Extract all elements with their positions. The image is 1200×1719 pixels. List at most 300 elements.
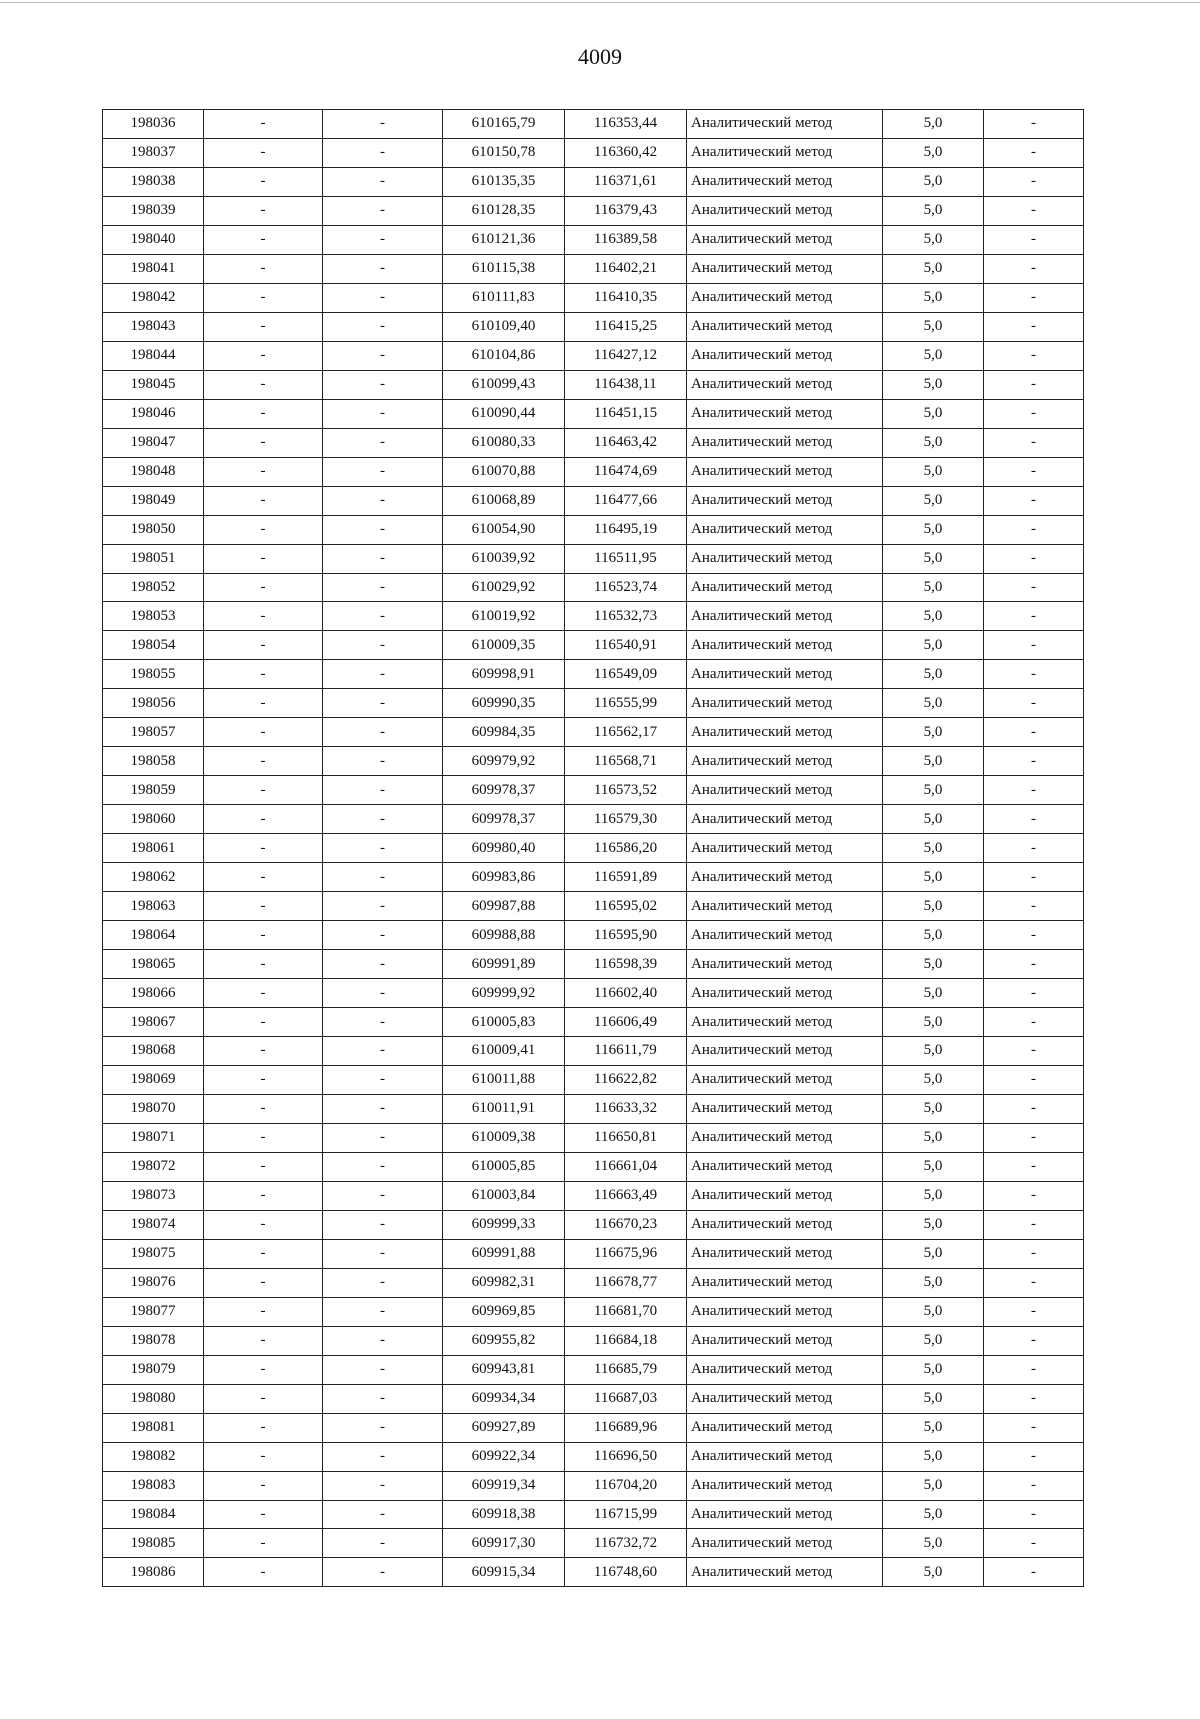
accuracy-cell: 5,0	[883, 370, 984, 399]
accuracy-cell: 5,0	[883, 1384, 984, 1413]
col3-cell: -	[323, 979, 443, 1008]
col2-cell: -	[204, 341, 323, 370]
col8-cell: -	[984, 979, 1084, 1008]
point-id-cell: 198082	[103, 1442, 204, 1471]
col8-cell: -	[984, 660, 1084, 689]
y-coordinate-cell: 116415,25	[565, 312, 687, 341]
point-id-cell: 198076	[103, 1268, 204, 1297]
col3-cell: -	[323, 254, 443, 283]
accuracy-cell: 5,0	[883, 515, 984, 544]
method-cell: Аналитический метод	[687, 1008, 883, 1037]
table-body	[103, 110, 1084, 1587]
x-coordinate-cell: 610150,78	[443, 138, 565, 167]
x-coordinate-cell: 609984,35	[443, 718, 565, 747]
y-coordinate-cell: 116389,58	[565, 225, 687, 254]
point-id-cell: 198053	[103, 602, 204, 631]
point-id-cell: 198046	[103, 399, 204, 428]
col8-cell: -	[984, 602, 1084, 631]
col2-cell: -	[204, 1181, 323, 1210]
col8-cell: -	[984, 486, 1084, 515]
y-coordinate-cell: 116661,04	[565, 1152, 687, 1181]
method-cell: Аналитический метод	[687, 950, 883, 979]
col2-cell: -	[204, 1413, 323, 1442]
col2-cell: -	[204, 573, 323, 602]
col3-cell: -	[323, 892, 443, 921]
col2-cell: -	[204, 1152, 323, 1181]
x-coordinate-cell: 610115,38	[443, 254, 565, 283]
table-row	[103, 341, 1084, 370]
accuracy-cell: 5,0	[883, 805, 984, 834]
col8-cell: -	[984, 1037, 1084, 1066]
x-coordinate-cell: 610090,44	[443, 399, 565, 428]
table-row	[103, 950, 1084, 979]
method-cell: Аналитический метод	[687, 631, 883, 660]
point-id-cell: 198064	[103, 921, 204, 950]
point-id-cell: 198085	[103, 1529, 204, 1558]
col3-cell: -	[323, 1558, 443, 1587]
x-coordinate-cell: 610005,85	[443, 1152, 565, 1181]
x-coordinate-cell: 609927,89	[443, 1413, 565, 1442]
y-coordinate-cell: 116650,81	[565, 1123, 687, 1152]
table-row	[103, 805, 1084, 834]
accuracy-cell: 5,0	[883, 1442, 984, 1471]
accuracy-cell: 5,0	[883, 544, 984, 573]
col2-cell: -	[204, 1008, 323, 1037]
page-top-edge	[0, 2, 1200, 3]
accuracy-cell: 5,0	[883, 1326, 984, 1355]
point-id-cell: 198059	[103, 776, 204, 805]
method-cell: Аналитический метод	[687, 1413, 883, 1442]
y-coordinate-cell: 116670,23	[565, 1210, 687, 1239]
y-coordinate-cell: 116353,44	[565, 110, 687, 139]
col2-cell: -	[204, 1384, 323, 1413]
x-coordinate-cell: 610109,40	[443, 312, 565, 341]
method-cell: Аналитический метод	[687, 1442, 883, 1471]
accuracy-cell: 5,0	[883, 1123, 984, 1152]
col2-cell: -	[204, 1558, 323, 1587]
col3-cell: -	[323, 1500, 443, 1529]
col2-cell: -	[204, 1442, 323, 1471]
col2-cell: -	[204, 718, 323, 747]
col3-cell: -	[323, 1442, 443, 1471]
table-row	[103, 1008, 1084, 1037]
col2-cell: -	[204, 834, 323, 863]
col2-cell: -	[204, 602, 323, 631]
point-id-cell: 198068	[103, 1037, 204, 1066]
point-id-cell: 198065	[103, 950, 204, 979]
table-row	[103, 1094, 1084, 1123]
point-id-cell: 198039	[103, 196, 204, 225]
col3-cell: -	[323, 1326, 443, 1355]
method-cell: Аналитический метод	[687, 312, 883, 341]
coordinates-table	[102, 109, 1084, 1587]
x-coordinate-cell: 609918,38	[443, 1500, 565, 1529]
col2-cell: -	[204, 1123, 323, 1152]
x-coordinate-cell: 610099,43	[443, 370, 565, 399]
point-id-cell: 198049	[103, 486, 204, 515]
col2-cell: -	[204, 515, 323, 544]
y-coordinate-cell: 116591,89	[565, 863, 687, 892]
col8-cell: -	[984, 1239, 1084, 1268]
col3-cell: -	[323, 1065, 443, 1094]
y-coordinate-cell: 116511,95	[565, 544, 687, 573]
x-coordinate-cell: 609988,88	[443, 921, 565, 950]
x-coordinate-cell: 610070,88	[443, 457, 565, 486]
col3-cell: -	[323, 370, 443, 399]
y-coordinate-cell: 116555,99	[565, 689, 687, 718]
col3-cell: -	[323, 457, 443, 486]
method-cell: Аналитический метод	[687, 1268, 883, 1297]
col8-cell: -	[984, 138, 1084, 167]
table-row	[103, 1529, 1084, 1558]
accuracy-cell: 5,0	[883, 1558, 984, 1587]
accuracy-cell: 5,0	[883, 138, 984, 167]
col8-cell: -	[984, 921, 1084, 950]
accuracy-cell: 5,0	[883, 1094, 984, 1123]
table-row	[103, 892, 1084, 921]
col3-cell: -	[323, 950, 443, 979]
y-coordinate-cell: 116675,96	[565, 1239, 687, 1268]
x-coordinate-cell: 610128,35	[443, 196, 565, 225]
col8-cell: -	[984, 544, 1084, 573]
col2-cell: -	[204, 225, 323, 254]
point-id-cell: 198084	[103, 1500, 204, 1529]
col8-cell: -	[984, 1413, 1084, 1442]
accuracy-cell: 5,0	[883, 399, 984, 428]
table-row	[103, 428, 1084, 457]
method-cell: Аналитический метод	[687, 1152, 883, 1181]
col2-cell: -	[204, 660, 323, 689]
accuracy-cell: 5,0	[883, 1152, 984, 1181]
col3-cell: -	[323, 747, 443, 776]
table-row	[103, 1326, 1084, 1355]
point-id-cell: 198044	[103, 341, 204, 370]
table-row	[103, 1037, 1084, 1066]
col3-cell: -	[323, 1181, 443, 1210]
col3-cell: -	[323, 110, 443, 139]
col3-cell: -	[323, 515, 443, 544]
table-row	[103, 1065, 1084, 1094]
accuracy-cell: 5,0	[883, 718, 984, 747]
col3-cell: -	[323, 341, 443, 370]
table-row	[103, 1268, 1084, 1297]
accuracy-cell: 5,0	[883, 602, 984, 631]
accuracy-cell: 5,0	[883, 689, 984, 718]
table-row	[103, 312, 1084, 341]
accuracy-cell: 5,0	[883, 631, 984, 660]
x-coordinate-cell: 610009,41	[443, 1037, 565, 1066]
col8-cell: -	[984, 1355, 1084, 1384]
col2-cell: -	[204, 1471, 323, 1500]
method-cell: Аналитический метод	[687, 689, 883, 718]
table-row	[103, 1471, 1084, 1500]
x-coordinate-cell: 609915,34	[443, 1558, 565, 1587]
point-id-cell: 198081	[103, 1413, 204, 1442]
col2-cell: -	[204, 892, 323, 921]
table-row	[103, 138, 1084, 167]
x-coordinate-cell: 610104,86	[443, 341, 565, 370]
method-cell: Аналитический метод	[687, 1529, 883, 1558]
table-row	[103, 1384, 1084, 1413]
col2-cell: -	[204, 254, 323, 283]
table-row	[103, 1558, 1084, 1587]
col2-cell: -	[204, 979, 323, 1008]
col8-cell: -	[984, 341, 1084, 370]
point-id-cell: 198072	[103, 1152, 204, 1181]
x-coordinate-cell: 610080,33	[443, 428, 565, 457]
method-cell: Аналитический метод	[687, 428, 883, 457]
accuracy-cell: 5,0	[883, 950, 984, 979]
x-coordinate-cell: 609978,37	[443, 776, 565, 805]
col3-cell: -	[323, 921, 443, 950]
method-cell: Аналитический метод	[687, 283, 883, 312]
accuracy-cell: 5,0	[883, 1037, 984, 1066]
x-coordinate-cell: 609955,82	[443, 1326, 565, 1355]
y-coordinate-cell: 116586,20	[565, 834, 687, 863]
col3-cell: -	[323, 1037, 443, 1066]
col8-cell: -	[984, 1384, 1084, 1413]
table-row	[103, 254, 1084, 283]
point-id-cell: 198060	[103, 805, 204, 834]
point-id-cell: 198041	[103, 254, 204, 283]
table-row	[103, 196, 1084, 225]
col8-cell: -	[984, 1008, 1084, 1037]
x-coordinate-cell: 609943,81	[443, 1355, 565, 1384]
col3-cell: -	[323, 1152, 443, 1181]
method-cell: Аналитический метод	[687, 718, 883, 747]
y-coordinate-cell: 116402,21	[565, 254, 687, 283]
col3-cell: -	[323, 312, 443, 341]
col3-cell: -	[323, 776, 443, 805]
col8-cell: -	[984, 1181, 1084, 1210]
accuracy-cell: 5,0	[883, 225, 984, 254]
col3-cell: -	[323, 689, 443, 718]
col8-cell: -	[984, 254, 1084, 283]
method-cell: Аналитический метод	[687, 254, 883, 283]
y-coordinate-cell: 116633,32	[565, 1094, 687, 1123]
y-coordinate-cell: 116410,35	[565, 283, 687, 312]
col8-cell: -	[984, 370, 1084, 399]
x-coordinate-cell: 609978,37	[443, 805, 565, 834]
method-cell: Аналитический метод	[687, 660, 883, 689]
col8-cell: -	[984, 718, 1084, 747]
point-id-cell: 198037	[103, 138, 204, 167]
y-coordinate-cell: 116684,18	[565, 1326, 687, 1355]
point-id-cell: 198062	[103, 863, 204, 892]
method-cell: Аналитический метод	[687, 1355, 883, 1384]
y-coordinate-cell: 116562,17	[565, 718, 687, 747]
point-id-cell: 198066	[103, 979, 204, 1008]
method-cell: Аналитический метод	[687, 1037, 883, 1066]
point-id-cell: 198070	[103, 1094, 204, 1123]
col8-cell: -	[984, 1326, 1084, 1355]
method-cell: Аналитический метод	[687, 1239, 883, 1268]
col8-cell: -	[984, 1500, 1084, 1529]
table-row	[103, 747, 1084, 776]
col2-cell: -	[204, 167, 323, 196]
col3-cell: -	[323, 863, 443, 892]
col8-cell: -	[984, 805, 1084, 834]
y-coordinate-cell: 116678,77	[565, 1268, 687, 1297]
method-cell: Аналитический метод	[687, 370, 883, 399]
method-cell: Аналитический метод	[687, 834, 883, 863]
y-coordinate-cell: 116606,49	[565, 1008, 687, 1037]
x-coordinate-cell: 609922,34	[443, 1442, 565, 1471]
col3-cell: -	[323, 660, 443, 689]
method-cell: Аналитический метод	[687, 225, 883, 254]
col8-cell: -	[984, 110, 1084, 139]
x-coordinate-cell: 609934,34	[443, 1384, 565, 1413]
point-id-cell: 198061	[103, 834, 204, 863]
method-cell: Аналитический метод	[687, 341, 883, 370]
col8-cell: -	[984, 225, 1084, 254]
table-row	[103, 776, 1084, 805]
x-coordinate-cell: 609979,92	[443, 747, 565, 776]
y-coordinate-cell: 116379,43	[565, 196, 687, 225]
point-id-cell: 198036	[103, 110, 204, 139]
point-id-cell: 198054	[103, 631, 204, 660]
col2-cell: -	[204, 747, 323, 776]
accuracy-cell: 5,0	[883, 1297, 984, 1326]
method-cell: Аналитический метод	[687, 1210, 883, 1239]
x-coordinate-cell: 609998,91	[443, 660, 565, 689]
x-coordinate-cell: 610003,84	[443, 1181, 565, 1210]
method-cell: Аналитический метод	[687, 515, 883, 544]
col8-cell: -	[984, 776, 1084, 805]
table-row	[103, 457, 1084, 486]
x-coordinate-cell: 609991,88	[443, 1239, 565, 1268]
col3-cell: -	[323, 1008, 443, 1037]
accuracy-cell: 5,0	[883, 1008, 984, 1037]
col8-cell: -	[984, 457, 1084, 486]
col2-cell: -	[204, 1094, 323, 1123]
col3-cell: -	[323, 1529, 443, 1558]
method-cell: Аналитический метод	[687, 979, 883, 1008]
col2-cell: -	[204, 1268, 323, 1297]
y-coordinate-cell: 116579,30	[565, 805, 687, 834]
col2-cell: -	[204, 689, 323, 718]
col8-cell: -	[984, 1152, 1084, 1181]
accuracy-cell: 5,0	[883, 979, 984, 1008]
accuracy-cell: 5,0	[883, 892, 984, 921]
method-cell: Аналитический метод	[687, 1384, 883, 1413]
col8-cell: -	[984, 1123, 1084, 1152]
table-row	[103, 544, 1084, 573]
method-cell: Аналитический метод	[687, 457, 883, 486]
table-row	[103, 1210, 1084, 1239]
col8-cell: -	[984, 283, 1084, 312]
point-id-cell: 198055	[103, 660, 204, 689]
x-coordinate-cell: 609980,40	[443, 834, 565, 863]
col2-cell: -	[204, 428, 323, 457]
point-id-cell: 198058	[103, 747, 204, 776]
col3-cell: -	[323, 573, 443, 602]
col8-cell: -	[984, 399, 1084, 428]
point-id-cell: 198080	[103, 1384, 204, 1413]
col3-cell: -	[323, 138, 443, 167]
method-cell: Аналитический метод	[687, 863, 883, 892]
x-coordinate-cell: 609991,89	[443, 950, 565, 979]
method-cell: Аналитический метод	[687, 921, 883, 950]
y-coordinate-cell: 116696,50	[565, 1442, 687, 1471]
col2-cell: -	[204, 1239, 323, 1268]
col2-cell: -	[204, 1210, 323, 1239]
col3-cell: -	[323, 1297, 443, 1326]
table-row	[103, 283, 1084, 312]
point-id-cell: 198040	[103, 225, 204, 254]
point-id-cell: 198075	[103, 1239, 204, 1268]
accuracy-cell: 5,0	[883, 834, 984, 863]
method-cell: Аналитический метод	[687, 167, 883, 196]
accuracy-cell: 5,0	[883, 312, 984, 341]
point-id-cell: 198048	[103, 457, 204, 486]
col2-cell: -	[204, 1326, 323, 1355]
col3-cell: -	[323, 1471, 443, 1500]
table-row	[103, 921, 1084, 950]
y-coordinate-cell: 116622,82	[565, 1065, 687, 1094]
method-cell: Аналитический метод	[687, 1094, 883, 1123]
accuracy-cell: 5,0	[883, 486, 984, 515]
method-cell: Аналитический метод	[687, 1471, 883, 1500]
col2-cell: -	[204, 196, 323, 225]
col2-cell: -	[204, 950, 323, 979]
col2-cell: -	[204, 921, 323, 950]
col3-cell: -	[323, 602, 443, 631]
y-coordinate-cell: 116495,19	[565, 515, 687, 544]
method-cell: Аналитический метод	[687, 196, 883, 225]
x-coordinate-cell: 610029,92	[443, 573, 565, 602]
method-cell: Аналитический метод	[687, 1123, 883, 1152]
col3-cell: -	[323, 1384, 443, 1413]
accuracy-cell: 5,0	[883, 921, 984, 950]
accuracy-cell: 5,0	[883, 1065, 984, 1094]
x-coordinate-cell: 610019,92	[443, 602, 565, 631]
x-coordinate-cell: 610121,36	[443, 225, 565, 254]
y-coordinate-cell: 116477,66	[565, 486, 687, 515]
col2-cell: -	[204, 370, 323, 399]
col8-cell: -	[984, 863, 1084, 892]
x-coordinate-cell: 610011,88	[443, 1065, 565, 1094]
accuracy-cell: 5,0	[883, 1239, 984, 1268]
col8-cell: -	[984, 1529, 1084, 1558]
col3-cell: -	[323, 805, 443, 834]
y-coordinate-cell: 116523,74	[565, 573, 687, 602]
col3-cell: -	[323, 718, 443, 747]
y-coordinate-cell: 116463,42	[565, 428, 687, 457]
col8-cell: -	[984, 312, 1084, 341]
point-id-cell: 198056	[103, 689, 204, 718]
col8-cell: -	[984, 1268, 1084, 1297]
table-row	[103, 1442, 1084, 1471]
col8-cell: -	[984, 689, 1084, 718]
point-id-cell: 198077	[103, 1297, 204, 1326]
method-cell: Аналитический метод	[687, 892, 883, 921]
point-id-cell: 198083	[103, 1471, 204, 1500]
x-coordinate-cell: 609917,30	[443, 1529, 565, 1558]
method-cell: Аналитический метод	[687, 573, 883, 602]
page-number: 4009	[578, 44, 622, 69]
accuracy-cell: 5,0	[883, 1500, 984, 1529]
y-coordinate-cell: 116681,70	[565, 1297, 687, 1326]
y-coordinate-cell: 116438,11	[565, 370, 687, 399]
col2-cell: -	[204, 1297, 323, 1326]
col8-cell: -	[984, 892, 1084, 921]
table-row	[103, 1355, 1084, 1384]
table-row	[103, 660, 1084, 689]
accuracy-cell: 5,0	[883, 776, 984, 805]
x-coordinate-cell: 609987,88	[443, 892, 565, 921]
col3-cell: -	[323, 544, 443, 573]
